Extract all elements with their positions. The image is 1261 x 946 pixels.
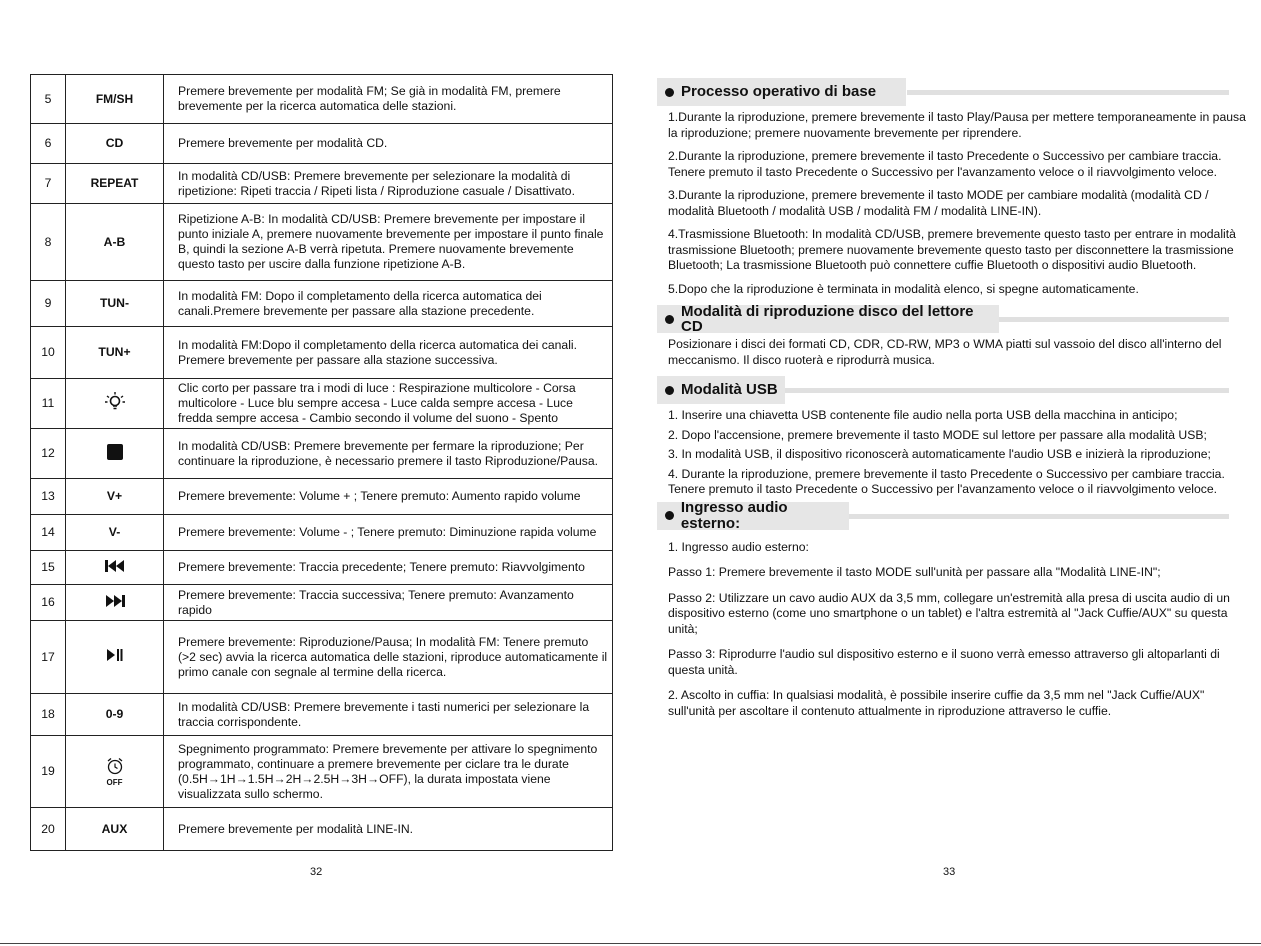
key-icon-cell: [66, 621, 164, 694]
key-label: CD: [66, 124, 164, 164]
section-title: Ingresso audio esterno:: [680, 499, 788, 532]
key-description: Premere brevemente: Volume + ; Tenere premuto: Aumento rapido volume: [164, 479, 613, 515]
row-number: 5: [31, 75, 66, 124]
heading-band: [657, 302, 999, 335]
heading-rule: [834, 514, 1229, 519]
paragraph: 2.Durante la riproduzione, premere brevemente il tasto Precedente o Successivo per cambiare traccia. Tenere premuto il tasto Precedente o Successivo per l'avanzamento veloce o il riavvolgimento veloce.: [668, 149, 1222, 179]
bullet-dot-icon: [665, 386, 674, 395]
heading-band: [657, 499, 849, 532]
table-row: [31, 479, 613, 515]
key-description: Premere brevemente per modalità FM; Se già in modalità FM, premere brevemente per la ricerca automatica delle stazioni.: [164, 75, 613, 124]
section-heading: [657, 376, 1247, 404]
section-heading: [657, 78, 1247, 106]
paragraph: 2. Dopo l'accensione, premere brevemente il tasto MODE sul lettore per passare alla modalità USB;: [668, 427, 1207, 442]
table-row: [31, 808, 613, 851]
row-number: 13: [31, 479, 66, 515]
section-heading: [657, 302, 1247, 335]
row-number: 10: [31, 327, 66, 379]
key-icon-cell: [66, 429, 164, 479]
key-label: TUN-: [66, 281, 164, 327]
table-row: [31, 164, 613, 204]
paragraph: Passo 1: Premere brevemente il tasto MODE sull'unità per passare alla "Modalità LINE-IN";: [668, 565, 1161, 579]
row-number: 20: [31, 808, 66, 851]
heading-rule: [775, 388, 1229, 393]
key-label: V-: [66, 515, 164, 551]
paragraph: 4. Durante la riproduzione, premere brevemente il tasto Precedente o Successivo per cambiare traccia. Tenere premuto il tasto Precedente o Successivo per l'avanzamento veloce o il riavvolgimento veloce.: [668, 466, 1225, 496]
next-icon: [105, 595, 125, 611]
key-icon-cell: [66, 736, 164, 808]
table-row: [31, 124, 613, 164]
key-description: Premere brevemente: Traccia successiva; Tenere premuto: Avanzamento rapido: [164, 585, 613, 621]
key-description: Clic corto per passare tra i modi di luce : Respirazione multicolore - Corsa multicolore - Luce blu sempre accesa - Luce calda sempre accesa - Luce fredda sempre accesa - Cambio secondo il volume del suono - Spento: [164, 379, 613, 429]
key-label: TUN+: [66, 327, 164, 379]
section-title: Modalità USB: [681, 381, 778, 399]
row-number: 19: [31, 736, 66, 808]
row-number: 18: [31, 694, 66, 736]
key-function-table: [30, 74, 613, 851]
bullet-dot-icon: [665, 88, 674, 97]
paragraph: 3.Durante la riproduzione, premere brevemente il tasto MODE per cambiare modalità (modalità CD / modalità Bluetooth / modalità USB / modalità FM / modalità LINE-IN).: [668, 188, 1209, 218]
paragraph: Posizionare i disci dei formati CD, CDR, CD-RW, MP3 o WMA piatti sul vassoio del disco all'interno del meccanismo. Il disco ruoterà e riprodurrà musica.: [668, 337, 1222, 367]
heading-band: [657, 78, 906, 106]
section-heading: [657, 499, 1247, 532]
bullet-dot-icon: [665, 315, 674, 324]
table-row: [31, 585, 613, 621]
row-number: 8: [31, 204, 66, 281]
paragraph: 2. Ascolto in cuffia: In qualsiasi modalità, è possibile inserire cuffie da 3,5 mm nel "Jack Cuffie/AUX" sull'unità per ascoltare il contenuto attualmente in riproduzione attraverso le cuffie.: [668, 688, 1205, 718]
row-number: 9: [31, 281, 66, 327]
table-row: [31, 736, 613, 808]
key-description: In modalità CD/USB: Premere brevemente per fermare la riproduzione; Per continuare la riproduzione, è necessario premere il tasto Riproduzione/Pausa.: [164, 429, 613, 479]
play-pause-icon: [107, 649, 123, 665]
stop-icon: [106, 443, 124, 465]
alarm-off-icon: [106, 757, 124, 779]
section-title: Modalità di riproduzione disco del lettore CD: [680, 302, 974, 335]
table-row: [31, 551, 613, 585]
key-label: AUX: [66, 808, 164, 851]
key-description: In modalità CD/USB: Premere brevemente i tasti numerici per selezionare la traccia corrispondente.: [164, 694, 613, 736]
key-description: In modalità FM: Dopo il completamento della ricerca automatica dei canali.Premere brevemente per passare alla stazione precedente.: [164, 281, 613, 327]
key-description: Ripetizione A-B: In modalità CD/USB: Premere brevemente per impostare il punto iniziale A, premere nuovamente brevemente per impostare il punto finale B, quindi la sezione A-B verrà ripetuta. Premere nuovamente brevemente questo tasto per uscire dalla funzione ripetizione A-B.: [164, 204, 613, 281]
key-label: V+: [66, 479, 164, 515]
bottom-divider: [0, 943, 1261, 944]
key-description: Premere brevemente per modalità LINE-IN.: [164, 808, 613, 851]
key-description: In modalità FM:Dopo il completamento della ricerca automatica dei canali. Premere brevemente per passare alla stazione successiva.: [164, 327, 613, 379]
key-icon-cell: [66, 379, 164, 429]
heading-band: [657, 376, 785, 404]
row-number: 6: [31, 124, 66, 164]
key-label: FM/SH: [66, 75, 164, 124]
page-number-left: 32: [310, 866, 323, 878]
paragraph: 1. Ingresso audio esterno:: [668, 539, 809, 554]
light-icon: [104, 391, 126, 417]
key-description: Premere brevemente per modalità CD.: [164, 124, 613, 164]
key-description: Spegnimento programmato: Premere brevemente per attivare lo spegnimento programmato, continuare a premere brevemente per ciclare tra le durate (0.5H→1H→1.5H→2H→2.5H→3H→OFF), la durata impostata viene visualizzata sullo schermo.: [164, 736, 613, 808]
paragraph: 1. Inserire una chiavetta USB contenente file audio nella porta USB della macchina in anticipo;: [668, 408, 1178, 422]
right-page: [657, 78, 1247, 729]
key-description: Premere brevemente: Traccia precedente; Tenere premuto: Riavvolgimento: [164, 551, 613, 585]
row-number: 12: [31, 429, 66, 479]
key-description: In modalità CD/USB: Premere brevemente per selezionare la modalità di ripetizione: Ripeti traccia / Ripeti lista / Riproduzione casuale / Disattivato.: [164, 164, 613, 204]
paragraph: 3. In modalità USB, il dispositivo riconoscerà automaticamente l'audio USB e inizierà la riproduzione;: [668, 447, 1211, 461]
section-title: Processo operativo di base: [681, 83, 877, 101]
heading-rule: [999, 317, 1229, 322]
table-row: [31, 515, 613, 551]
key-icon-cell: [66, 585, 164, 621]
row-number: 14: [31, 515, 66, 551]
paragraph: 1.Durante la riproduzione, premere brevemente il tasto Play/Pausa per mettere temporaneamente in pausa la riproduzione; premere nuovamente brevemente per riprendere.: [668, 110, 1246, 140]
table-row: [31, 75, 613, 124]
paragraph: Passo 3: Riprodurre l'audio sul dispositivo esterno e il suono verrà emesso attraverso gli altoparlanti di questa unità.: [668, 647, 1220, 677]
paragraph: 5.Dopo che la riproduzione è terminata in modalità elenco, si spegne automaticamente.: [668, 281, 1139, 296]
table-row: [31, 429, 613, 479]
table-row: [31, 281, 613, 327]
table-row: [31, 379, 613, 429]
heading-rule: [907, 90, 1229, 95]
key-description: Premere brevemente: Riproduzione/Pausa; In modalità FM: Tenere premuto (>2 sec) avvia la ricerca automatica delle stazioni, riproduce automaticamente il primo canale con segnale al termine della ricerca.: [164, 621, 613, 694]
row-number: 11: [31, 379, 66, 429]
table-row: [31, 327, 613, 379]
page-number-right: 33: [943, 866, 956, 878]
paragraph: Passo 2: Utilizzare un cavo audio AUX da 3,5 mm, collegare un'estremità alla presa di uscita audio di un dispositivo esterno (come uno smartphone o un tablet) e l'altra estremità al "Jack Cuffie/AUX" su questa unità;: [668, 590, 1230, 636]
off-label: OFF: [106, 777, 123, 787]
key-label: A-B: [66, 204, 164, 281]
key-icon-cell: [66, 551, 164, 585]
previous-icon: [105, 560, 125, 576]
row-number: 17: [31, 621, 66, 694]
row-number: 15: [31, 551, 66, 585]
table-row: [31, 204, 613, 281]
table-row: [31, 694, 613, 736]
row-number: 7: [31, 164, 66, 204]
left-page: [30, 74, 613, 851]
key-label: 0-9: [66, 694, 164, 736]
row-number: 16: [31, 585, 66, 621]
table-row: [31, 621, 613, 694]
paragraph: 4.Trasmissione Bluetooth: In modalità CD/USB, premere brevemente questo tasto per entrare in modalità trasmissione Bluetooth; premere nuovamente brevemente questo tasto per disconnettere la trasmissione Bluetooth; La trasmissione Bluetooth può connettere cuffie Bluetooth o dispositivi audio Bluetooth.: [668, 227, 1236, 272]
bullet-dot-icon: [665, 511, 674, 520]
key-description: Premere brevemente: Volume - ; Tenere premuto: Diminuzione rapida volume: [164, 515, 613, 551]
key-label: REPEAT: [66, 164, 164, 204]
